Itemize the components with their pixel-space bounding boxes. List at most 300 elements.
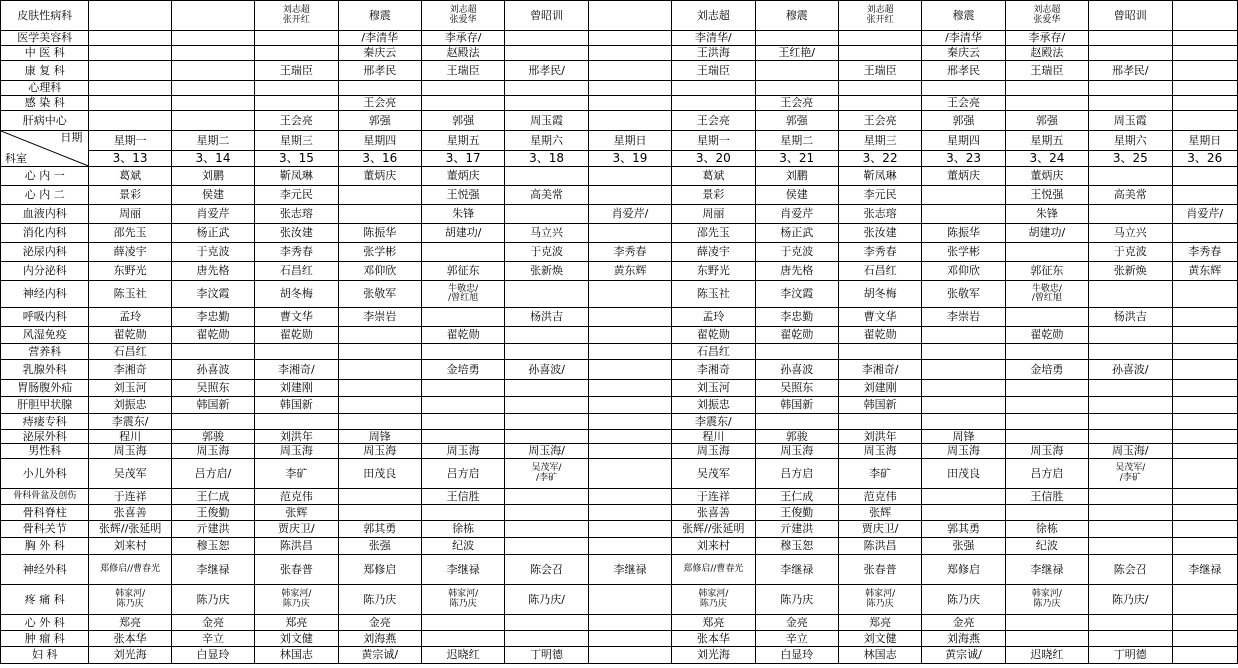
date-row	[1, 151, 1238, 167]
schedule-row	[1, 281, 1238, 308]
weekday-header: 星期一	[89, 131, 171, 151]
schedule-cell: 王悦强	[421, 186, 504, 205]
schedule-cell: 李崇岩	[338, 308, 421, 327]
schedule-cell: 郑亮	[672, 615, 755, 631]
schedule-cell	[505, 414, 588, 430]
schedule-cell	[1172, 61, 1238, 81]
schedule-cell	[588, 61, 671, 81]
schedule-cell	[1172, 538, 1238, 555]
schedule-cell: 陈乃庆/	[1089, 585, 1172, 615]
schedule-cell	[338, 414, 421, 430]
schedule-cell	[1089, 344, 1172, 360]
schedule-cell: 刘志超 张开红	[255, 1, 338, 31]
schedule-cell: 牛敬忠/ /曾红旭	[421, 281, 504, 308]
schedule-cell	[588, 344, 671, 360]
schedule-cell: 周丽	[672, 205, 755, 224]
schedule-cell	[171, 46, 254, 61]
schedule-cell	[421, 96, 504, 111]
weekday-header: 星期一	[672, 131, 755, 151]
schedule-cell: 孙喜波/	[1089, 360, 1172, 380]
schedule-cell	[588, 414, 671, 430]
schedule-cell	[1089, 81, 1172, 96]
date-header-cell: 3、23	[922, 151, 1005, 167]
schedule-cell: 翟乾勋	[838, 327, 921, 344]
schedule-row	[1, 308, 1238, 327]
schedule-cell	[1089, 96, 1172, 111]
schedule-cell: 金培勇	[1005, 360, 1088, 380]
schedule-cell: 王会亮	[922, 96, 1005, 111]
schedule-row	[1, 327, 1238, 344]
weekday-header: 星期四	[338, 131, 421, 151]
schedule-cell: 郭强	[421, 111, 504, 131]
schedule-cell	[588, 81, 671, 96]
schedule-cell: 郑修启//曹春光	[89, 555, 171, 585]
schedule-cell	[838, 96, 921, 111]
schedule-cell	[755, 61, 838, 81]
schedule-cell	[1089, 414, 1172, 430]
schedule-cell: 景彩	[672, 186, 755, 205]
schedule-cell: 陈洪昌	[255, 538, 338, 555]
schedule-cell: 周玉海/	[1089, 444, 1172, 459]
schedule-cell: 孙喜波	[171, 360, 254, 380]
schedule-cell	[588, 111, 671, 131]
schedule-cell: 翟乾勋	[755, 327, 838, 344]
schedule-cell: 程川	[672, 430, 755, 444]
schedule-cell	[255, 344, 338, 360]
date-header-cell: 3、17	[421, 151, 504, 167]
schedule-cell	[505, 167, 588, 186]
schedule-cell	[338, 344, 421, 360]
schedule-cell: 周玉海/	[505, 444, 588, 459]
schedule-cell: 东野光	[672, 262, 755, 281]
schedule-cell	[1089, 489, 1172, 505]
schedule-cell	[1089, 397, 1172, 414]
schedule-cell: 郭骏	[755, 430, 838, 444]
schedule-cell	[505, 96, 588, 111]
schedule-cell: 周玉海	[338, 444, 421, 459]
schedule-cell	[588, 46, 671, 61]
schedule-cell: 周锋	[338, 430, 421, 444]
schedule-cell	[588, 585, 671, 615]
department-name: 神经内科	[1, 281, 89, 308]
schedule-row	[1, 489, 1238, 505]
schedule-cell	[1005, 81, 1088, 96]
department-name: 骨科骨盆及创伤	[1, 489, 89, 505]
schedule-cell: 辛立	[171, 631, 254, 647]
schedule-cell: 王仁成	[755, 489, 838, 505]
schedule-cell	[505, 505, 588, 521]
schedule-cell: 张新焕	[1089, 262, 1172, 281]
schedule-cell: 李继禄	[171, 555, 254, 585]
schedule-cell: 孟玲	[89, 308, 171, 327]
schedule-cell	[588, 1, 671, 31]
schedule-cell: 张本华	[672, 631, 755, 647]
schedule-cell	[922, 489, 1005, 505]
schedule-row	[1, 205, 1238, 224]
top-section	[1, 1, 1238, 131]
schedule-cell: 穆玉恕	[171, 538, 254, 555]
schedule-cell	[89, 61, 171, 81]
schedule-row	[1, 344, 1238, 360]
schedule-cell: 陈乃庆	[755, 585, 838, 615]
department-name: 肝胆甲状腺	[1, 397, 89, 414]
schedule-cell	[338, 360, 421, 380]
schedule-cell	[1172, 459, 1238, 489]
schedule-cell	[1005, 414, 1088, 430]
schedule-cell	[588, 615, 671, 631]
schedule-row	[1, 96, 1238, 111]
schedule-cell: 周玉海	[755, 444, 838, 459]
schedule-cell	[421, 505, 504, 521]
schedule-cell: 王会亮	[838, 111, 921, 131]
schedule-cell: 张春普	[838, 555, 921, 585]
schedule-cell: 陈振华	[338, 224, 421, 243]
schedule-cell	[588, 444, 671, 459]
schedule-cell: 李矿	[255, 459, 338, 489]
schedule-cell	[1089, 430, 1172, 444]
schedule-row	[1, 521, 1238, 538]
department-name: 康 复 科	[1, 61, 89, 81]
schedule-cell: 韩家河/ 陈乃庆	[89, 585, 171, 615]
schedule-cell: 张喜善	[672, 505, 755, 521]
schedule-cell: 杨洪吉	[1089, 308, 1172, 327]
date-header-cell: 3、21	[755, 151, 838, 167]
schedule-cell: 田茂良	[922, 459, 1005, 489]
schedule-cell: 丁明德	[1089, 647, 1172, 664]
department-name: 感 染 科	[1, 96, 89, 111]
schedule-cell: 王信胜	[1005, 489, 1088, 505]
schedule-cell	[255, 96, 338, 111]
department-name: 风湿免疫	[1, 327, 89, 344]
schedule-cell: 李忠勤	[755, 308, 838, 327]
department-name: 妇 科	[1, 647, 89, 664]
department-name: 痔瘘专科	[1, 414, 89, 430]
schedule-cell: 刘光海	[89, 647, 171, 664]
schedule-cell: 王信胜	[421, 489, 504, 505]
schedule-cell: 范克伟	[838, 489, 921, 505]
schedule-cell	[505, 327, 588, 344]
schedule-cell: 黄宗诚/	[922, 647, 1005, 664]
schedule-cell	[171, 61, 254, 81]
date-header	[1, 131, 1238, 167]
weekday-header: 星期六	[1089, 131, 1172, 151]
schedule-cell: 朱锋	[421, 205, 504, 224]
schedule-cell	[421, 430, 504, 444]
schedule-row	[1, 243, 1238, 262]
schedule-cell: 邓仰欣	[922, 262, 1005, 281]
schedule-cell	[1089, 205, 1172, 224]
department-name: 泌尿内科	[1, 243, 89, 262]
schedule-cell: 王会亮	[255, 111, 338, 131]
schedule-cell: 刘光海	[672, 647, 755, 664]
schedule-cell: 刘鹏	[755, 167, 838, 186]
schedule-cell	[672, 96, 755, 111]
schedule-cell	[89, 1, 171, 31]
schedule-cell	[505, 397, 588, 414]
schedule-cell	[1172, 327, 1238, 344]
schedule-cell: 李秀春	[588, 243, 671, 262]
schedule-cell: 李继禄	[755, 555, 838, 585]
schedule-cell: 唐先格	[171, 262, 254, 281]
schedule-cell: 张强	[922, 538, 1005, 555]
schedule-cell	[505, 615, 588, 631]
schedule-cell: 高美常	[505, 186, 588, 205]
schedule-cell	[1172, 444, 1238, 459]
schedule-cell: 王洪海	[672, 46, 755, 61]
schedule-cell: 韩家河/ 陈乃庆	[1005, 585, 1088, 615]
schedule-cell: 李汶霞	[755, 281, 838, 308]
schedule-cell: 穆震	[755, 1, 838, 31]
schedule-cell: 吴茂军	[89, 459, 171, 489]
schedule-cell: 刘玉河	[89, 380, 171, 397]
schedule-cell: 刘文健	[255, 631, 338, 647]
schedule-cell: 杨正武	[755, 224, 838, 243]
schedule-cell	[421, 631, 504, 647]
schedule-cell: 李承存/	[421, 31, 504, 46]
schedule-cell: 张敬军	[922, 281, 1005, 308]
schedule-cell	[588, 186, 671, 205]
schedule-cell: 周丽	[89, 205, 171, 224]
schedule-row	[1, 61, 1238, 81]
schedule-cell	[255, 414, 338, 430]
schedule-cell	[588, 459, 671, 489]
schedule-cell: 吴照东	[171, 380, 254, 397]
main-section	[1, 167, 1238, 664]
schedule-cell: 刘洪年	[255, 430, 338, 444]
schedule-cell	[1089, 505, 1172, 521]
schedule-cell	[588, 397, 671, 414]
schedule-cell	[1005, 243, 1088, 262]
schedule-cell: 张学彬	[338, 243, 421, 262]
schedule-cell	[89, 81, 171, 96]
schedule-cell	[338, 186, 421, 205]
schedule-cell: 肖爱芹	[755, 205, 838, 224]
date-header-cell: 3、20	[672, 151, 755, 167]
schedule-cell: 孙喜波/	[505, 360, 588, 380]
schedule-cell	[588, 538, 671, 555]
schedule-cell: 陈洪昌	[838, 538, 921, 555]
schedule-cell	[588, 96, 671, 111]
schedule-cell	[1089, 538, 1172, 555]
department-name: 血液内科	[1, 205, 89, 224]
schedule-cell: 王瑞臣	[838, 61, 921, 81]
schedule-cell: 于连祥	[672, 489, 755, 505]
schedule-cell	[1005, 397, 1088, 414]
schedule-cell: 肖爱芹	[171, 205, 254, 224]
schedule-cell: 贾庆卫/	[255, 521, 338, 538]
weekday-row	[1, 131, 1238, 151]
schedule-cell: 胡冬梅	[255, 281, 338, 308]
schedule-cell: 王仁成	[171, 489, 254, 505]
department-name: 疼 痛 科	[1, 585, 89, 615]
schedule-cell: 黄东辉	[588, 262, 671, 281]
schedule-cell	[505, 46, 588, 61]
schedule-cell: 张学彬	[922, 243, 1005, 262]
department-name: 心 内 一	[1, 167, 89, 186]
schedule-cell	[1172, 430, 1238, 444]
schedule-cell: 陈乃庆	[338, 585, 421, 615]
schedule-cell	[588, 167, 671, 186]
schedule-row	[1, 631, 1238, 647]
schedule-cell: 刘海燕	[338, 631, 421, 647]
schedule-cell	[1172, 344, 1238, 360]
schedule-cell: 薛凌宇	[89, 243, 171, 262]
schedule-cell	[1172, 111, 1238, 131]
schedule-cell: 邓仰欣	[338, 262, 421, 281]
schedule-cell	[588, 31, 671, 46]
weekday-header: 星期日	[588, 131, 671, 151]
schedule-cell: 张汝建	[255, 224, 338, 243]
schedule-cell: 郭强	[338, 111, 421, 131]
schedule-cell: 王红艳/	[755, 46, 838, 61]
weekday-header: 星期三	[838, 131, 921, 151]
schedule-cell	[1005, 505, 1088, 521]
schedule-cell	[1089, 615, 1172, 631]
department-name: 肿 瘤 科	[1, 631, 89, 647]
schedule-row	[1, 1, 1238, 31]
schedule-cell: 刘志超	[672, 1, 755, 31]
schedule-cell	[1172, 81, 1238, 96]
schedule-cell	[505, 205, 588, 224]
weekday-header: 星期日	[1172, 131, 1238, 151]
department-name: 乳腺外科	[1, 360, 89, 380]
schedule-cell: 徐栋	[421, 521, 504, 538]
schedule-cell: 李秀春	[838, 243, 921, 262]
schedule-cell: 于克波	[505, 243, 588, 262]
schedule-cell	[588, 308, 671, 327]
schedule-cell: 李崇岩	[922, 308, 1005, 327]
schedule-cell	[338, 205, 421, 224]
department-name: 肝病中心	[1, 111, 89, 131]
schedule-cell: 于克波	[1089, 243, 1172, 262]
weekday-header: 星期四	[922, 131, 1005, 151]
schedule-cell: 曾昭训	[505, 1, 588, 31]
schedule-row	[1, 360, 1238, 380]
schedule-row	[1, 585, 1238, 615]
department-name: 胃肠腹外疝	[1, 380, 89, 397]
weekday-header: 星期二	[755, 131, 838, 151]
schedule-row	[1, 444, 1238, 459]
schedule-cell	[922, 397, 1005, 414]
schedule-cell: 陈会召	[505, 555, 588, 585]
schedule-cell: 张志瑢	[255, 205, 338, 224]
schedule-cell	[755, 344, 838, 360]
schedule-cell: 曹文华	[255, 308, 338, 327]
schedule-row	[1, 224, 1238, 243]
schedule-row	[1, 380, 1238, 397]
schedule-cell	[1005, 344, 1088, 360]
department-name: 骨科关节	[1, 521, 89, 538]
schedule-cell	[838, 46, 921, 61]
schedule-cell: /李清华	[338, 31, 421, 46]
date-header-cell: 3、22	[838, 151, 921, 167]
schedule-cell	[171, 1, 254, 31]
schedule-row	[1, 538, 1238, 555]
schedule-cell: 董炳庆	[1005, 167, 1088, 186]
schedule-cell: 金培勇	[421, 360, 504, 380]
schedule-cell	[1172, 186, 1238, 205]
schedule-cell: 孙喜波	[755, 360, 838, 380]
schedule-cell: 唐先格	[755, 262, 838, 281]
schedule-cell: 韩国新	[838, 397, 921, 414]
schedule-cell	[922, 205, 1005, 224]
schedule-cell: 葛斌	[672, 167, 755, 186]
schedule-cell	[922, 327, 1005, 344]
schedule-cell: 王会亮	[338, 96, 421, 111]
schedule-cell: 李忠勤	[171, 308, 254, 327]
schedule-cell	[1172, 167, 1238, 186]
schedule-cell: 曹文华	[838, 308, 921, 327]
department-name: 心 外 科	[1, 615, 89, 631]
schedule-cell: 李继禄	[1172, 555, 1238, 585]
schedule-cell	[588, 224, 671, 243]
schedule-cell: 吕方启	[421, 459, 504, 489]
schedule-cell: 金亮	[922, 615, 1005, 631]
schedule-cell	[1089, 31, 1172, 46]
schedule-cell: 李秀春	[1172, 243, 1238, 262]
schedule-row	[1, 167, 1238, 186]
schedule-cell: 胡建功/	[421, 224, 504, 243]
department-name: 心理科	[1, 81, 89, 96]
schedule-cell: 肖爱芹/	[588, 205, 671, 224]
schedule-cell: 林国志	[838, 647, 921, 664]
schedule-cell	[1172, 397, 1238, 414]
schedule-cell: 黄宗诚/	[338, 647, 421, 664]
schedule-cell	[505, 538, 588, 555]
department-name: 呼吸内科	[1, 308, 89, 327]
schedule-cell: 穆玉恕	[755, 538, 838, 555]
schedule-cell: 李秀春	[255, 243, 338, 262]
schedule-cell: 陈乃庆	[922, 585, 1005, 615]
schedule-cell	[588, 281, 671, 308]
schedule-cell	[838, 31, 921, 46]
schedule-cell: 周玉海	[421, 444, 504, 459]
schedule-cell	[338, 380, 421, 397]
schedule-cell	[1172, 505, 1238, 521]
schedule-cell: 郭骏	[171, 430, 254, 444]
schedule-cell: 靳凤琳	[255, 167, 338, 186]
schedule-cell: 吕方启	[1005, 459, 1088, 489]
schedule-cell: 秦庆云	[338, 46, 421, 61]
department-name: 消化内科	[1, 224, 89, 243]
schedule-cell: 刘洪年	[838, 430, 921, 444]
schedule-cell: 郑修启	[338, 555, 421, 585]
schedule-row	[1, 647, 1238, 664]
schedule-cell	[255, 31, 338, 46]
schedule-cell	[755, 81, 838, 96]
schedule-cell: 程川	[89, 430, 171, 444]
schedule-cell: 刘振忠	[672, 397, 755, 414]
schedule-cell	[1005, 380, 1088, 397]
schedule-cell: 韩家河/ 陈乃庆	[421, 585, 504, 615]
schedule-cell: 李矿	[838, 459, 921, 489]
schedule-cell	[1172, 96, 1238, 111]
schedule-cell	[922, 380, 1005, 397]
schedule-cell: 王会亮	[755, 96, 838, 111]
schedule-cell: 赵殿法	[421, 46, 504, 61]
schedule-cell: 杨正武	[171, 224, 254, 243]
date-header-cell: 3、15	[255, 151, 338, 167]
schedule-cell: 黄东辉	[1172, 262, 1238, 281]
schedule-cell: 周玉霞	[1089, 111, 1172, 131]
schedule-row	[1, 46, 1238, 61]
schedule-cell: 石昌红	[672, 344, 755, 360]
schedule-cell: 刘鹏	[171, 167, 254, 186]
schedule-cell	[421, 397, 504, 414]
schedule-cell	[505, 489, 588, 505]
schedule-cell: 周玉海	[89, 444, 171, 459]
schedule-cell: 辛立	[755, 631, 838, 647]
